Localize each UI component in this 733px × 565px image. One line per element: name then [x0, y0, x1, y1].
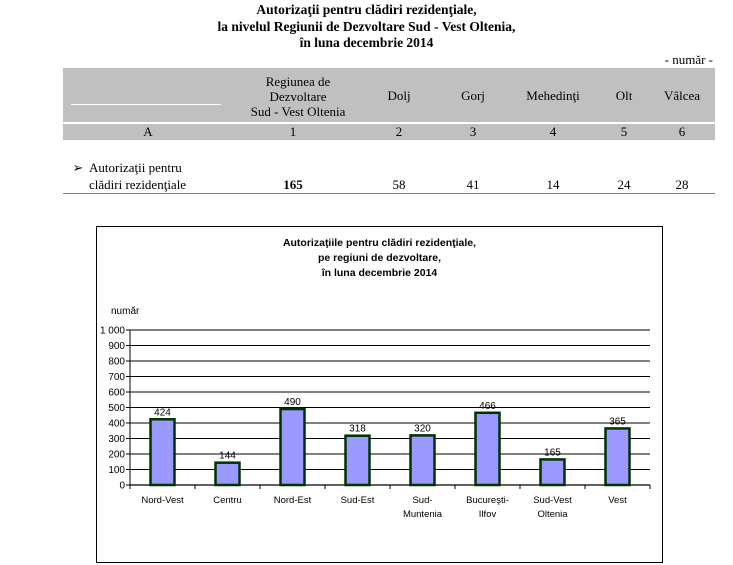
bar-sud-est — [346, 436, 370, 485]
title-line-2: la nivelul Regiunii de Dezvoltare Sud - Vest Oltenia, — [217, 18, 516, 34]
value-olt: 24 — [617, 177, 631, 192]
data-label: 318 — [349, 423, 366, 435]
bar-nord-vest — [151, 419, 175, 485]
x-tick-label: Muntenia — [402, 509, 443, 520]
colnum-2: 2 — [395, 124, 403, 139]
y-tick-label: 800 — [108, 356, 125, 368]
value-mehedinti: 14 — [546, 177, 560, 192]
x-tick-label: Sud-Est — [340, 495, 375, 506]
colnum-3: 3 — [469, 124, 477, 139]
chart-title-line-2: pe regiuni de dezvoltare, — [317, 252, 442, 264]
y-axis-label: număr — [111, 306, 140, 317]
header-gorj: Gorj — [461, 87, 485, 103]
data-label: 144 — [219, 450, 236, 462]
chart-title-line-3: în luna decembrie 2014 — [321, 267, 438, 279]
row-label-line-2: clădiri rezidenţiale — [89, 177, 187, 192]
bar-centru — [216, 463, 240, 485]
header-region-line-2: Dezvoltare — [269, 88, 327, 104]
bar-nord-est — [281, 409, 305, 485]
x-tick-label: Sud-Vest — [533, 495, 572, 506]
x-tick-label: Bucureşti- — [466, 495, 509, 506]
bar-sud-vest-oltenia — [541, 459, 565, 485]
y-tick-label: 900 — [108, 341, 125, 352]
bullet-icon: ➢ — [72, 160, 84, 175]
x-tick-label: Ilfov — [478, 509, 497, 520]
bar-bucure-ti-ilfov — [476, 413, 500, 485]
y-tick-label: 600 — [108, 387, 125, 399]
y-tick-label: 400 — [108, 418, 125, 430]
value-gorj: 41 — [466, 177, 480, 192]
y-tick-label: 200 — [108, 449, 125, 461]
colnum-4: 4 — [549, 124, 557, 139]
x-tick-label: Oltenia — [537, 509, 568, 520]
chart-title-line-1: Autorizaţiile pentru clădiri rezidenţiale, — [282, 237, 477, 249]
x-tick-label: Nord-Est — [273, 495, 312, 506]
header-valcea: Vâlcea — [663, 87, 701, 103]
x-tick-label: Nord-Vest — [141, 495, 184, 506]
colnum-5: 5 — [620, 124, 628, 139]
value-valcea: 28 — [675, 177, 689, 192]
x-tick-label: Vest — [608, 495, 627, 506]
title-line-3: în luna decembrie 2014 — [299, 35, 434, 50]
colnum-6: 6 — [678, 124, 686, 139]
x-tick-label: Sud- — [412, 495, 433, 506]
y-tick-label: 0 — [119, 480, 125, 492]
bar-vest — [606, 428, 630, 485]
value-dolj: 58 — [392, 177, 406, 192]
row-label-line-1: Autorizaţii pentru — [89, 160, 182, 175]
colnum-1: 1 — [289, 124, 297, 139]
y-tick-label: 500 — [108, 403, 125, 414]
data-label: 466 — [479, 400, 496, 412]
unit-label: - număr - — [664, 52, 713, 67]
bar-sud-muntenia — [411, 435, 435, 485]
title-line-1: Autorizaţii pentru clădiri rezidenţiale, — [256, 2, 477, 17]
value-region: 165 — [283, 177, 303, 192]
data-label: 365 — [609, 416, 626, 428]
header-region-line-1: Regiunea de — [265, 73, 331, 89]
data-label: 490 — [284, 397, 301, 409]
header-mehedinti: Mehedinţi — [526, 87, 580, 103]
data-label: 320 — [414, 423, 431, 435]
y-tick-label: 300 — [108, 434, 125, 445]
data-label: 165 — [544, 447, 561, 459]
colnum-a: A — [143, 124, 153, 139]
data-label: 424 — [154, 407, 171, 419]
header-olt: Olt — [615, 87, 633, 103]
header-region-line-3: Sud - Vest Oltenia — [250, 103, 346, 119]
y-tick-label: 700 — [108, 372, 125, 383]
header-dolj: Dolj — [387, 87, 411, 103]
x-tick-label: Centru — [213, 495, 242, 506]
y-tick-label: 1 000 — [99, 325, 125, 337]
y-tick-label: 100 — [108, 465, 125, 476]
